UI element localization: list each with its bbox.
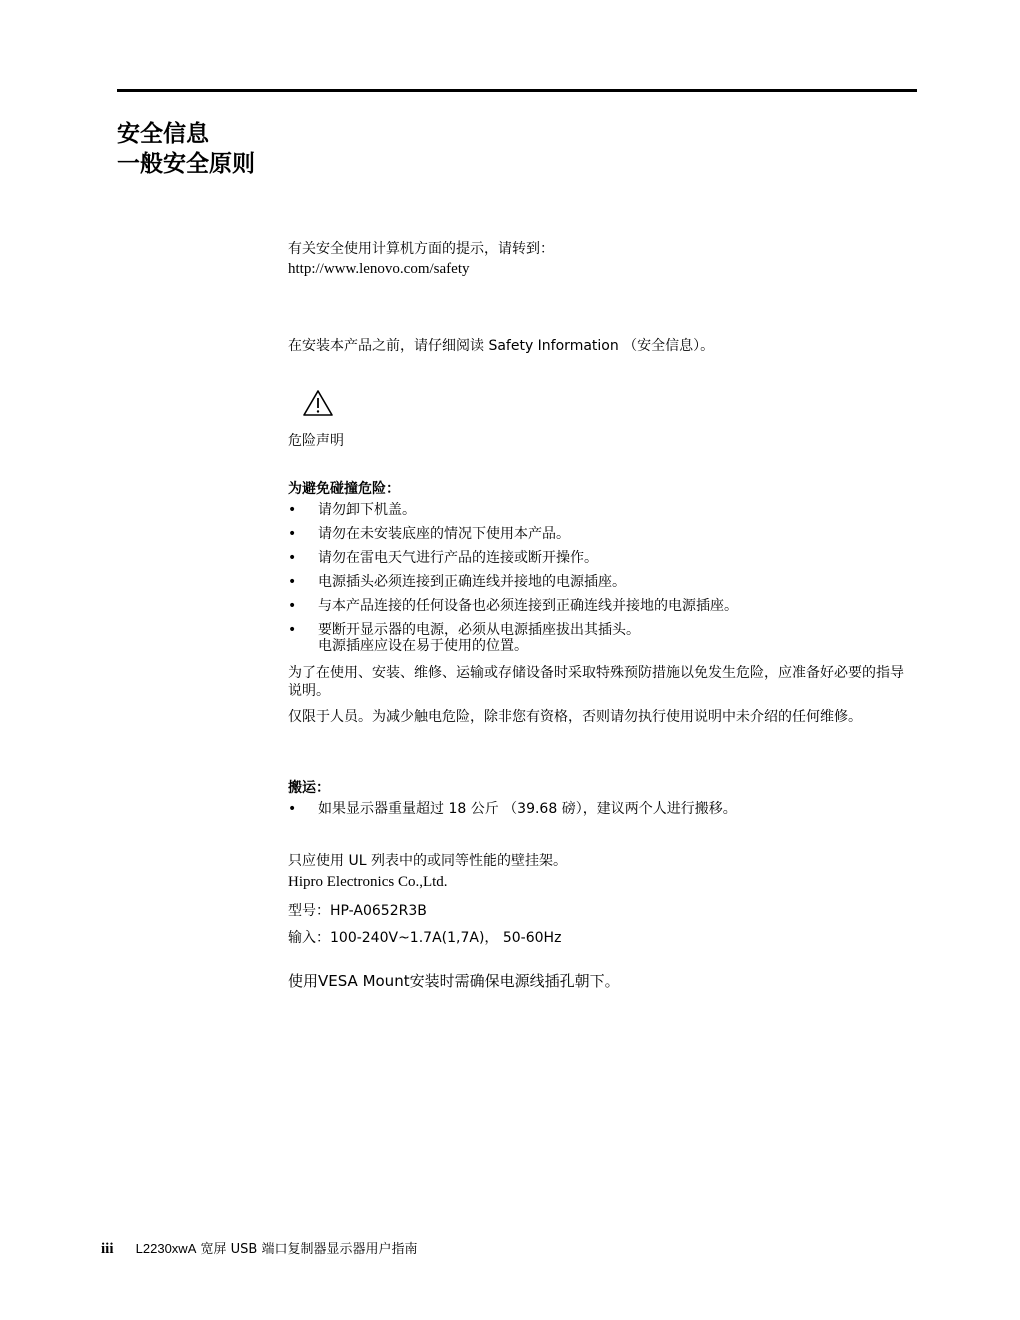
ul-mount-note: 只应使用 UL 列表中的或同等性能的壁挂架。 [288,853,567,869]
footer-model: L2230xwA [135,1241,197,1256]
section-title: 安全信息 [117,121,209,147]
transport-heading: 搬运： [288,780,330,796]
manufacturer: Hipro Electronics Co.,Ltd. [288,874,448,890]
header-rule [117,89,917,92]
page-number: iii [101,1241,114,1257]
danger-label: 危险声明 [288,433,344,449]
avoid-shock-heading: 为避免碰撞危险： [288,481,400,497]
safety-url[interactable]: http://www.lenovo.com/safety [288,261,470,277]
footer-guide-title: 宽屏 USB 端口复制器显示器用户指南 [200,1242,418,1257]
list-item: • 与本产品连接的任何设备也必须连接到正确连线并接地的电源插座。 [288,598,908,614]
intro-text: 有关安全使用计算机方面的提示，请转到： [288,241,554,257]
list-item: • 电源插头必须连接到正确连线并接地的电源插座。 [288,574,908,590]
vesa-note: 使用VESA Mount安装时需确保电源线插孔朝下。 [288,972,620,990]
model-number: 型号：HP-A0652R3B [288,903,427,919]
list-item: • 要断开显示器的电源，必须从电源插座拔出其插头。 电源插座应设在易于使用的位置。 [288,622,908,654]
list-item: • 如果显示器重量超过 18 公斤 （39.68 磅），建议两个人进行搬移。 [288,801,908,817]
list-item: • 请勿在未安装底座的情况下使用本产品。 [288,526,908,542]
transport-list [288,801,908,825]
list-item: • 请勿在雷电天气进行产品的连接或断开操作。 [288,550,908,566]
power-input: 输入：100-240V~1.7A(1,7A)， 50-60Hz [288,930,562,946]
read-notice: 在安装本产品之前，请仔细阅读 Safety Information （安全信息）。 [288,338,715,354]
page-footer [101,1238,417,1258]
warning-triangle-icon [302,389,334,421]
service-paragraph: 仅限于人员。为减少触电危险，除非您有资格，否则请勿执行使用说明中未介绍的任何维修。 [288,709,862,725]
avoid-shock-list [288,502,908,662]
subsection-title: 一般安全原则 [117,151,255,177]
list-item: • 请勿卸下机盖。 [288,502,908,518]
precaution-paragraph: 为了在使用、安装、维修、运输或存储设备时采取特殊预防措施以免发生危险，应准备好必要的指导说明。 [288,665,904,699]
